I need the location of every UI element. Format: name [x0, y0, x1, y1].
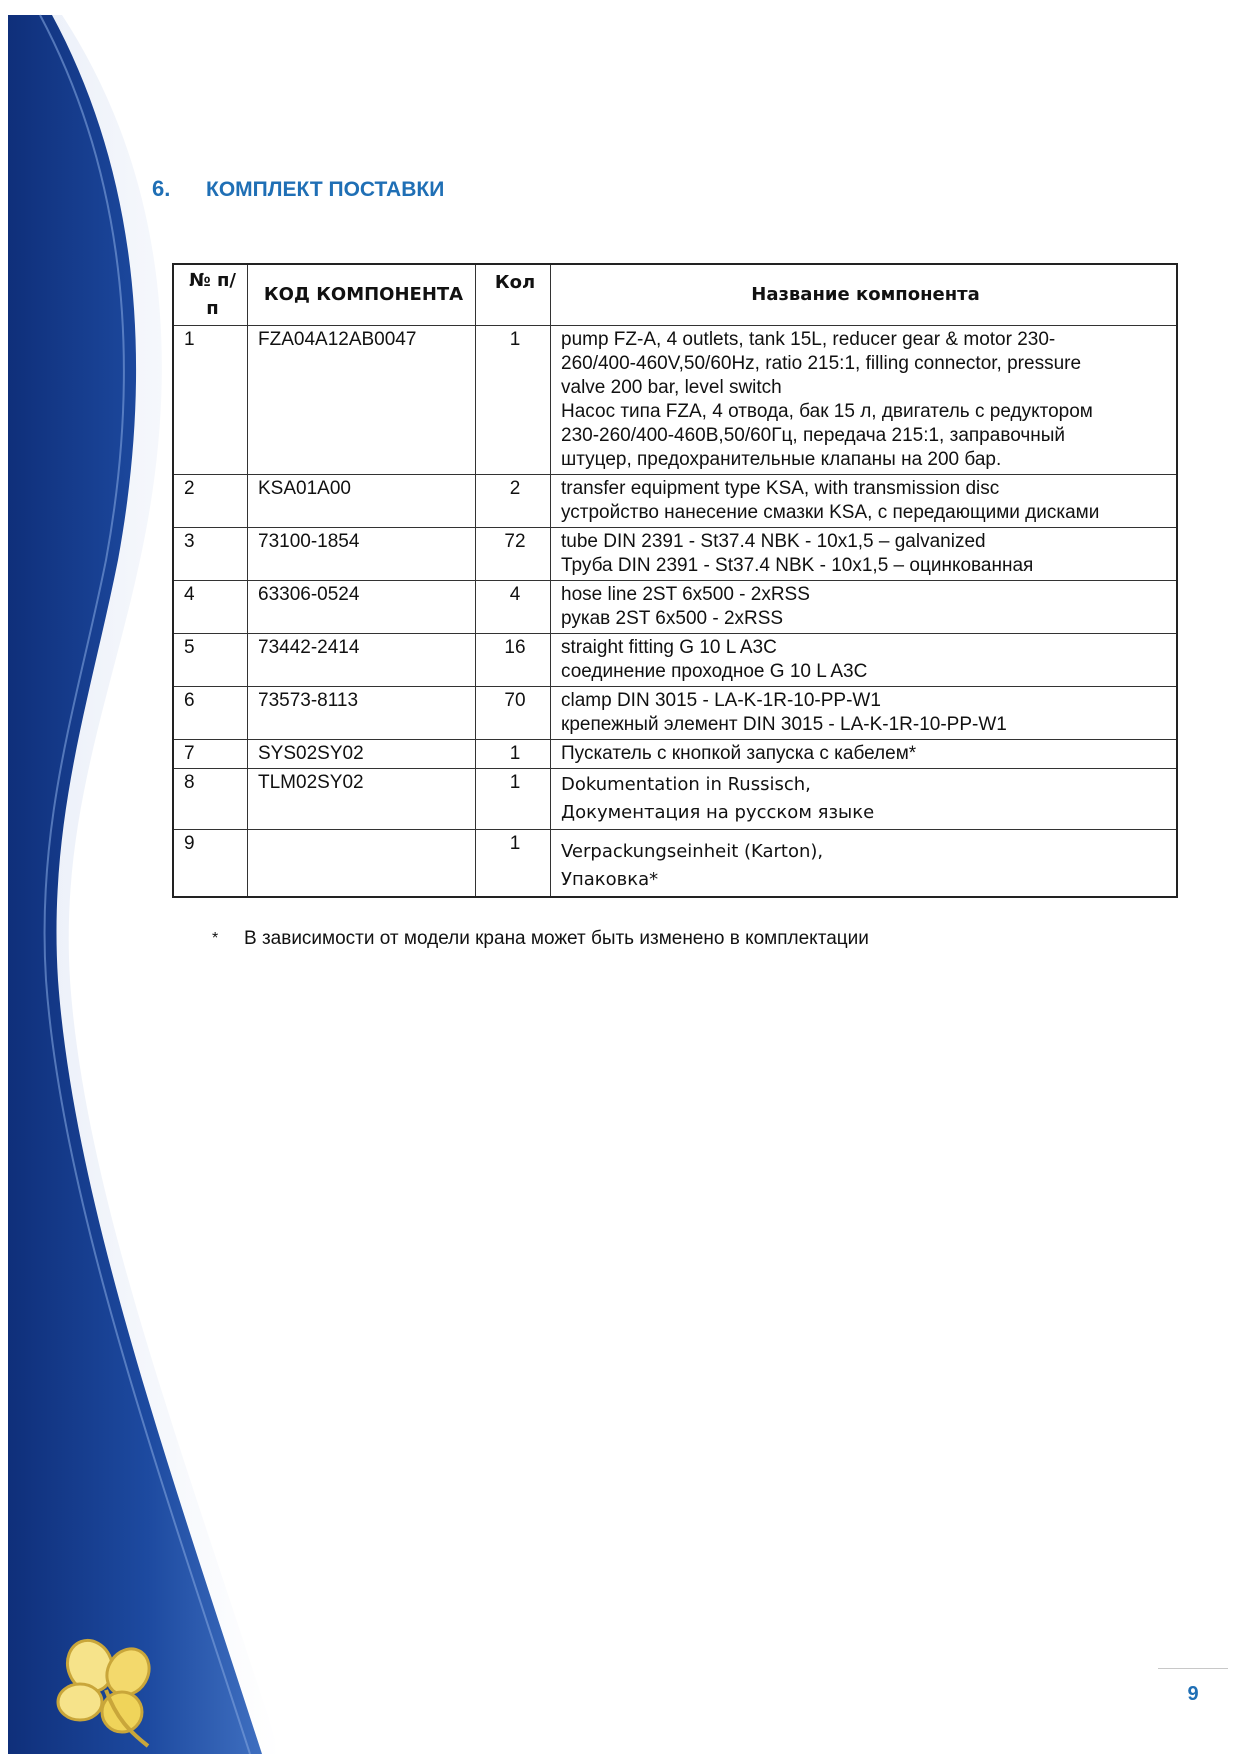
header-qty: Кол: [476, 264, 551, 326]
section-number: 6.: [152, 176, 171, 201]
table-row: [173, 687, 1177, 740]
cell-num: 6: [173, 687, 248, 740]
cell-code: 73573-8113: [248, 687, 476, 740]
cell-name: straight fitting G 10 L A3C соединение проходное G 10 L A3C: [551, 634, 1178, 687]
cell-qty: 1: [476, 769, 551, 830]
cell-qty: 2: [476, 475, 551, 528]
table-header-row: [173, 264, 1177, 326]
footnote: [212, 928, 869, 950]
cell-name: Пускатель с кнопкой запуска с кабелем*: [551, 740, 1178, 769]
cell-num: 7: [173, 740, 248, 769]
cell-num: 4: [173, 581, 248, 634]
table-row: [173, 740, 1177, 769]
cell-qty: 70: [476, 687, 551, 740]
table-row: [173, 326, 1177, 475]
header-num: № п/п: [173, 264, 248, 326]
table-row: [173, 475, 1177, 528]
cell-qty: 1: [476, 830, 551, 898]
cell-code: 73442-2414: [248, 634, 476, 687]
cell-name: Dokumentation in Russisch, Документация на русском языке: [551, 769, 1178, 830]
cell-num: 8: [173, 769, 248, 830]
cell-num: 9: [173, 830, 248, 898]
header-code: КОД КОМПОНЕНТА: [248, 264, 476, 326]
section-heading: [152, 176, 444, 202]
cell-code: 73100-1854: [248, 528, 476, 581]
cell-code: 63306-0524: [248, 581, 476, 634]
cell-num: 1: [173, 326, 248, 475]
page-number: 9: [1158, 1668, 1228, 1706]
section-title: КОМПЛЕКТ ПОСТАВКИ: [206, 178, 445, 201]
cell-code: [248, 830, 476, 898]
cell-name: transfer equipment type KSA, with transmission disc устройство нанесение смазки KSA, с передающими дисками: [551, 475, 1178, 528]
footnote-mark: *: [212, 930, 219, 947]
header-name: Название компонента: [551, 264, 1178, 326]
table-row: [173, 830, 1177, 898]
cell-qty: 16: [476, 634, 551, 687]
table-row: [173, 581, 1177, 634]
table-row: [173, 769, 1177, 830]
cell-qty: 1: [476, 326, 551, 475]
cell-qty: 4: [476, 581, 551, 634]
cell-num: 2: [173, 475, 248, 528]
table-row: [173, 634, 1177, 687]
cell-qty: 1: [476, 740, 551, 769]
table-row: [173, 528, 1177, 581]
cell-num: 5: [173, 634, 248, 687]
cell-code: SYS02SY02: [248, 740, 476, 769]
cell-name: pump FZ-A, 4 outlets, tank 15L, reducer gear & motor 230- 260/400-460V,50/60Hz, ratio 215:1, filling connector, pressure valve 200 bar, level switch Насос типа FZA, 4 отвода, бак 15 л, двигатель с редуктором 230-260/400-460В,50/60Гц, передача 215:1, заправочный штуцер, предохранительные клапаны на 200 бар.: [551, 326, 1178, 475]
cell-code: KSA01A00: [248, 475, 476, 528]
footnote-text: В зависимости от модели крана может быть изменено в комплектации: [244, 928, 869, 949]
cell-name: hose line 2ST 6x500 - 2xRSS рукав 2ST 6x500 - 2xRSS: [551, 581, 1178, 634]
cell-name: clamp DIN 3015 - LA-K-1R-10-PP-W1 крепежный элемент DIN 3015 - LA-K-1R-10-PP-W1: [551, 687, 1178, 740]
cell-name: Verpackungseinheit (Karton), Упаковка*: [551, 830, 1178, 898]
cell-num: 3: [173, 528, 248, 581]
cell-qty: 72: [476, 528, 551, 581]
delivery-kit-table: [172, 263, 1178, 898]
cell-name: tube DIN 2391 - St37.4 NBK - 10x1,5 – galvanized Труба DIN 2391 - St37.4 NBK - 10x1,5 – оцинкованная: [551, 528, 1178, 581]
cell-code: TLM02SY02: [248, 769, 476, 830]
cell-code: FZA04A12AB0047: [248, 326, 476, 475]
